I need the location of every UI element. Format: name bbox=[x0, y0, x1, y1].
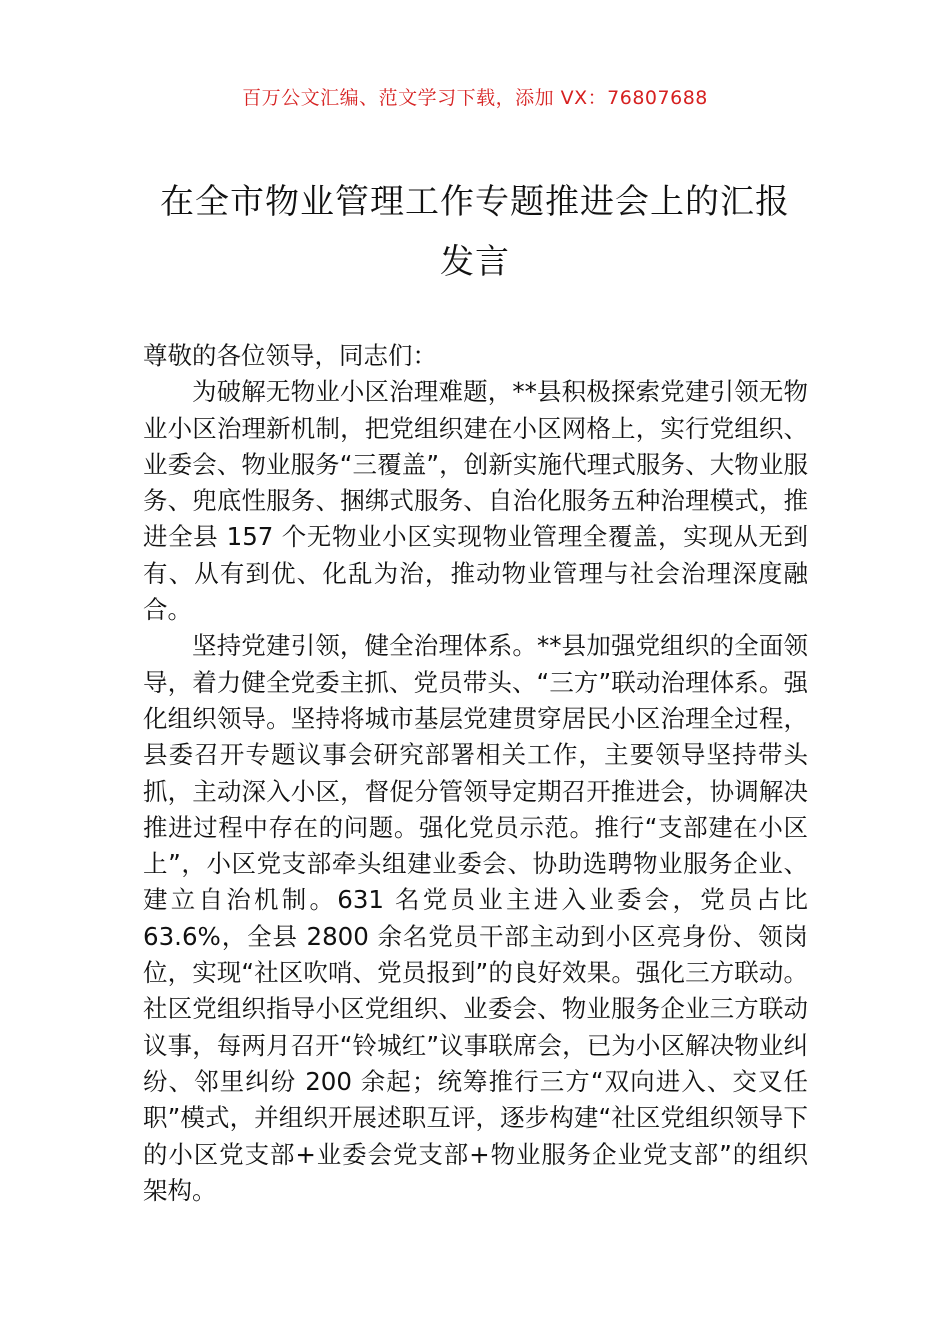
paragraph-party-leadership: 坚持党建引领，健全治理体系。**县加强党组织的全面领导，着力健全党委主抓、党员带头、“三方”联动治理体系。强化组织领导。坚持将城市基层党建贯穿居民小区治理全过程，县委召开专题议事会研究部署相关工作，主要领导坚持带头抓，主动深入小区，督促分管领导定期召开推进会，协调解决推进过程中存在的问题。强化党员示范。推行“支部建在小区上”，小区党支部牵头组建业委会、协助选聘物业服务企业、建立自治机制。631 名党员业主进入业委会，党员占比 63.6%，全县 2800 余名党员干部主动到小区亮身份、领岗位，实现“社区吹哨、党员报到”的良好效果。强化三方联动。社区党组织指导小区党组织、业委会、物业服务企业三方联动议事，每两月召开“铃城红”议事联席会，已为小区解决物业纠纷、邻里纠纷 200 余起；统筹推行三方“双向进入、交叉任职”模式，并组织开展述职互评，逐步构建“社区党组织领导下的小区党支部+业委会党支部+物业服务企业党支部”的组织架构。 bbox=[143, 631, 808, 1205]
document-body bbox=[143, 338, 808, 1209]
watermark-banner: 百万公文汇编、范文学习下载，添加 VX：76807688 bbox=[242, 87, 708, 109]
title-line-1: 在全市物业管理工作专题推进会上的汇报 bbox=[160, 182, 790, 222]
title-line-2: 发言 bbox=[440, 242, 510, 282]
document-title bbox=[120, 172, 830, 292]
salutation: 尊敬的各位领导，同志们： bbox=[143, 341, 437, 370]
paragraph-intro: 为破解无物业小区治理难题，**县积极探索党建引领无物业小区治理新机制，把党组织建在小区网格上，实行党组织、业委会、物业服务“三覆盖”，创新实施代理式服务、大物业服务、兜底性服务、捆绑式服务、自治化服务五种治理模式，推进全县 157 个无物业小区实现物业管理全覆盖，实现从无到有、从有到优、化乱为治，推动物业管理与社会治理深度融合。 bbox=[143, 377, 808, 625]
